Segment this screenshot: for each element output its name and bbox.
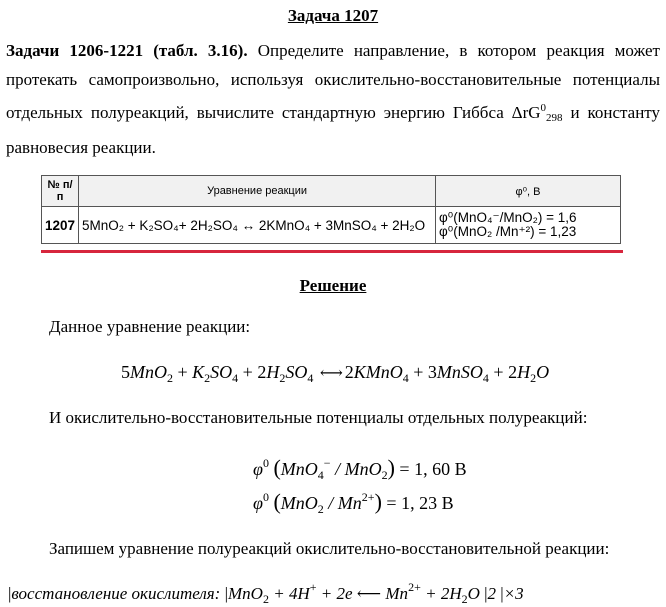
potential-1: φ⁰(MnO₄⁻/MnO₂) = 1,6 — [439, 210, 577, 225]
solution-heading: Решение — [299, 276, 367, 295]
potential-value-1: 1, 60 В — [414, 459, 467, 479]
task-statement — [6, 36, 660, 162]
gibbs-symbol: ΔrG — [511, 103, 541, 122]
page-title: Задача 1207 — [287, 6, 379, 25]
reaction-equation: $5MnO_2 + K_2SO_4 + 2H_2SO_4$ ⟷ 2KMnO$_4$ + 3MnSO$_4$ + $2H_2O$ — [121, 362, 550, 385]
task-lead: Задачи 1206-1221 (табл. 3.16). — [6, 41, 248, 60]
header-equation: Уравнение реакции — [79, 176, 436, 207]
half-reaction-line: |восстановление окислителя: |MnO$_2$ + 4H+ + 2e ⟵ $Mn^{2+} + 2H_2O$ |2 |×3 — [8, 580, 524, 606]
row-potentials — [436, 207, 621, 244]
table-underline — [41, 250, 623, 253]
row-num: 1207 — [42, 207, 79, 244]
header-potential: φ⁰, В — [436, 176, 621, 207]
task-tail: и константу равновесия реакции. — [6, 103, 660, 157]
gibbs-sub: 298 — [546, 112, 563, 124]
row-equation: 5MnO₂ + K₂SO₄+ 2H₂SO₄ ↔ 2KMnO₄ + 3MnSO₄ + 2H₂O — [79, 207, 436, 244]
reaction-table — [41, 175, 620, 253]
header-num: № п/п — [42, 176, 79, 207]
task-text: Определите направление, в котором реакция может протекать самопроизвольно, используя окислительно-восстановительные потенциалы отдельных полуреакций, вычислите стандартную энергию Гиббса — [6, 41, 660, 122]
paragraph-potentials: И окислительно-восстановительные потенциалы отдельных полуреакций: — [49, 408, 588, 427]
reduction-label: восстановление окислителя: — [11, 584, 221, 603]
gibbs-sup: 0 — [540, 102, 547, 114]
potential-2: φ⁰(MnO₂ /Mn⁺²) = 1,23 — [439, 224, 577, 239]
potential-formula-2: $\varphi^0$ $(MnO_2 / Mn^{2+}) = 1$, 23 В — [253, 489, 454, 516]
paragraph-half-reactions: Запишем уравнение полуреакций окислительно-восстановительной реакции: — [49, 539, 610, 558]
potential-formula-1: $\varphi^0$ (MnO$_4$− / MnO$_2$) = 1, 60 В — [253, 455, 467, 482]
potential-value-2: 1, 23 В — [401, 493, 454, 513]
paragraph-equation: Данное уравнение реакции: — [49, 317, 251, 336]
